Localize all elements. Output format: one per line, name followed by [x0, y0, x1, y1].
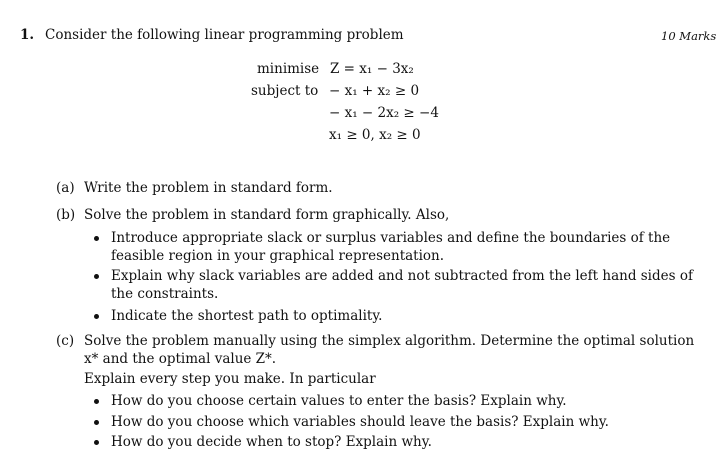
part-b-bullet-3 [94, 308, 694, 328]
question-number: 1. [20, 27, 35, 43]
objective-function: Z = x₁ − 3x₂ [330, 61, 414, 77]
bullet-text: Indicate the shortest path to optimality. [111, 308, 383, 324]
part-b-bullet-2 [94, 268, 694, 308]
bullet-dot [94, 314, 99, 319]
part-b-text: Solve the problem in standard form graphically. Also, [84, 207, 450, 223]
part-b-bullet-1 [94, 230, 694, 270]
bullet-dot [94, 236, 99, 241]
constraint-1: − x₁ + x₂ ≥ 0 [329, 83, 420, 99]
constraint-nonnegativity: x₁ ≥ 0, x₂ ≥ 0 [329, 127, 421, 143]
part-c-bullet-2 [94, 414, 694, 434]
part-c-line-3: Explain every step you make. In particular [84, 371, 376, 387]
part-b-label: (b) [56, 207, 76, 223]
bullet-text-line-1: Introduce appropriate slack or surplus variables and define the boundaries of the [111, 230, 671, 246]
bullet-dot [94, 274, 99, 279]
bullet-text-line-1: Explain why slack variables are added and not subtracted from the left hand sides of [111, 268, 693, 284]
bullet-text-line-2: the constraints. [111, 286, 219, 302]
bullet-text: How do you choose certain values to enter the basis? Explain why. [111, 393, 567, 409]
part-c-label: (c) [56, 333, 75, 349]
bullet-dot [94, 399, 99, 404]
bullet-text: How do you choose which variables should leave the basis? Explain why. [111, 414, 609, 430]
part-c-line-2: x* and the optimal value Z*. [84, 351, 277, 367]
bullet-dot [94, 440, 99, 445]
part-c-bullet-3 [94, 434, 694, 454]
objective-label: minimise [257, 61, 320, 77]
part-a-text: Write the problem in standard form. [84, 180, 333, 196]
bullet-text-line-2: feasible region in your graphical representation. [111, 248, 445, 264]
part-a-label: (a) [56, 180, 75, 196]
bullet-dot [94, 420, 99, 425]
bullet-text: How do you decide when to stop? Explain why. [111, 434, 432, 450]
part-c-bullet-1 [94, 393, 694, 413]
constraint-label: subject to [251, 83, 319, 99]
marks-label: 10 Marks [661, 29, 717, 43]
part-c-line-1: Solve the problem manually using the simplex algorithm. Determine the optimal solution [84, 333, 695, 349]
constraint-2: − x₁ − 2x₂ ≥ −4 [329, 105, 439, 121]
question-prompt: Consider the following linear programming problem [45, 27, 404, 43]
